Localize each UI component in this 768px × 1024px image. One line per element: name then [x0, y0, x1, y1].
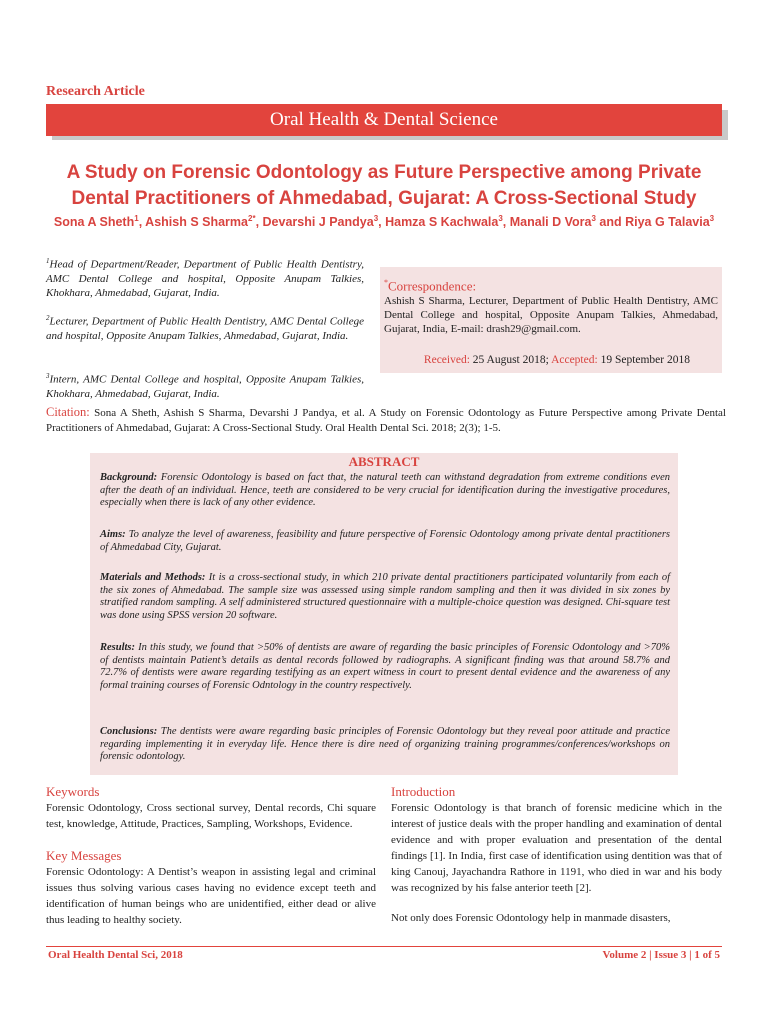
keywords-heading: Keywords: [46, 784, 100, 799]
abstract-results: Results: In this study, we found that >50% of dentists are aware of regarding the basic principles of Forensic Odontology and >70% of dentists maintain Patient’s details as dental records followed by radiographs. A significant finding was that around 58.7% and 72.7% of dentists were aware regarding testifying as an expert witness in court to present dental evidence and the awareness of any formal training courses of Forensic Odntology in the country respectively.: [100, 642, 670, 691]
author-4[interactable]: Hamza S Kachwala$^3$,: [385, 214, 510, 230]
citation: [46, 405, 726, 436]
correspondence-heading: *Correspondence:: [384, 278, 477, 294]
citation-label: Citation:: [46, 405, 90, 419]
key-messages-text: Forensic Odontology: A Dentist’s weapon in assisting legal and criminal issues thus solving various cases having no evidence except teeth and identification of human beings who are unidentified, either dead or alive thus leading to healthy society.: [46, 866, 376, 926]
keywords-text: Forensic Odontology, Cross sectional survey, Dental records, Chi square test, knowledge, Attitude, Practices, Sampling, Workshops, Evidence.: [46, 802, 376, 830]
abstract-conclusions: Conclusions: The dentists were aware regarding basic principles of Forensic Odontology but they reveal poor attitude and practice regarding implementing it in everyday life. Hence there is dire need of organizing training programmes/conferences/workshops on forensic odontology.: [100, 726, 670, 762]
author-3[interactable]: Devarshi J Pandya$^3$,: [262, 214, 386, 230]
paper-title: [40, 160, 728, 212]
title-line-2: Dental Practitioners of Ahmedabad, Gujarat: A Cross-Sectional Study: [71, 188, 697, 209]
author-5[interactable]: Manali D Vora$^3$ and: [509, 214, 626, 230]
abstract-heading: ABSTRACT: [348, 454, 420, 469]
abstract-aims: Aims: To analyze the level of awareness, feasibility and future perspective of Forensic Odontology among private dental practitioners of Ahmedabad City, Gujarat.: [100, 529, 670, 553]
right-column: [391, 784, 722, 926]
author-line: [40, 210, 728, 231]
introduction-heading: Introduction: [391, 784, 456, 799]
abstract-methods: Materials and Methods: It is a cross-sectional study, in which 210 private dental practitioners participated voluntarily from each of the six zones of Ahmedabad. The sample size was assessed using simple random sampling and then it was divided in six zones by stratified random sampling. A self administered structured questionnaire with a multiple-choice question was designed. Chi-square test was done using SPSS version 20 software.: [100, 572, 670, 621]
citation-text: Sona A Sheth, Ashish S Sharma, Devarshi J Pandya, et al. A Study on Forensic Odontology as Future Perspective among Private Dental Practitioners of Ahmedabad, Gujarat: A Cross-Sectional Study. Oral Health Dental Sci. 2018; 2(3); 1-5.: [46, 407, 726, 434]
left-column: [46, 784, 376, 928]
introduction-para-1: Forensic Odontology is that branch of forensic medicine which in the interest of justice deals with the proper handling and examination of dental evidence and with proper evaluation and presentation of the dental findings [1]. In India, first case of identification using dentition was that of king Canouj, Jayachandra Rathore in 1191, who died in war and his body was recognized by his false anterior teeth [2].: [391, 802, 722, 894]
footer-page-info: Volume 2 | Issue 3 | 1 of 5: [602, 949, 720, 961]
correspondence-text: Ashish S Sharma, Lecturer, Department of Public Health Dentistry, AMC Dental College and hospital, Opposite Anupam Talkies, Ahmedabad, Gujarat, India, E-mail: drash29@gmail.com.: [384, 295, 718, 335]
key-messages-heading: Key Messages: [46, 848, 122, 863]
affiliation-2: $^2$Lecturer, Department of Public Health Dentistry, AMC Dental College and hospital, Opposite Anupam Talkies, Ahmedabad, Gujarat, India.: [46, 314, 364, 342]
article-dates: Received: 25 August 2018; Accepted: 19 September 2018: [423, 354, 690, 366]
journal-banner: Oral Health & Dental Science: [46, 104, 722, 136]
article-type: Research Article: [46, 84, 145, 99]
abstract-background: Background: Forensic Odontology is based on fact that, the natural teeth can withstand degradation from extreme conditions even after the death of an individual. Hence, teeth are considered to be very crucial for identification during the investigative procedures, especially when there is lack of any other evidence.: [100, 472, 670, 508]
introduction-para-2: Not only does Forensic Odontology help in manmade disasters,: [391, 912, 671, 924]
title-line-1: A Study on Forensic Odontology as Future Perspective among Private: [66, 162, 702, 183]
author-6[interactable]: Riya G Talavia$^3$: [625, 214, 715, 230]
affiliation-1: $^1$Head of Department/Reader, Department of Public Health Dentistry, AMC Dental College and hospital, Opposite Anupam Talkies, Khokhara, Ahmedabad, Gujarat, India.: [46, 257, 364, 299]
author-2[interactable]: Ashish S Sharma$^{2*}$,: [145, 214, 263, 230]
footer-rule: [46, 946, 722, 947]
affiliation-3: $^3$Intern, AMC Dental College and hospital, Opposite Anupam Talkies, Khokhara, Ahmedabad, Gujarat, India.: [46, 372, 364, 400]
author-1[interactable]: Sona A Sheth$^1$,: [53, 214, 146, 230]
footer-journal: Oral Health Dental Sci, 2018: [48, 949, 183, 961]
